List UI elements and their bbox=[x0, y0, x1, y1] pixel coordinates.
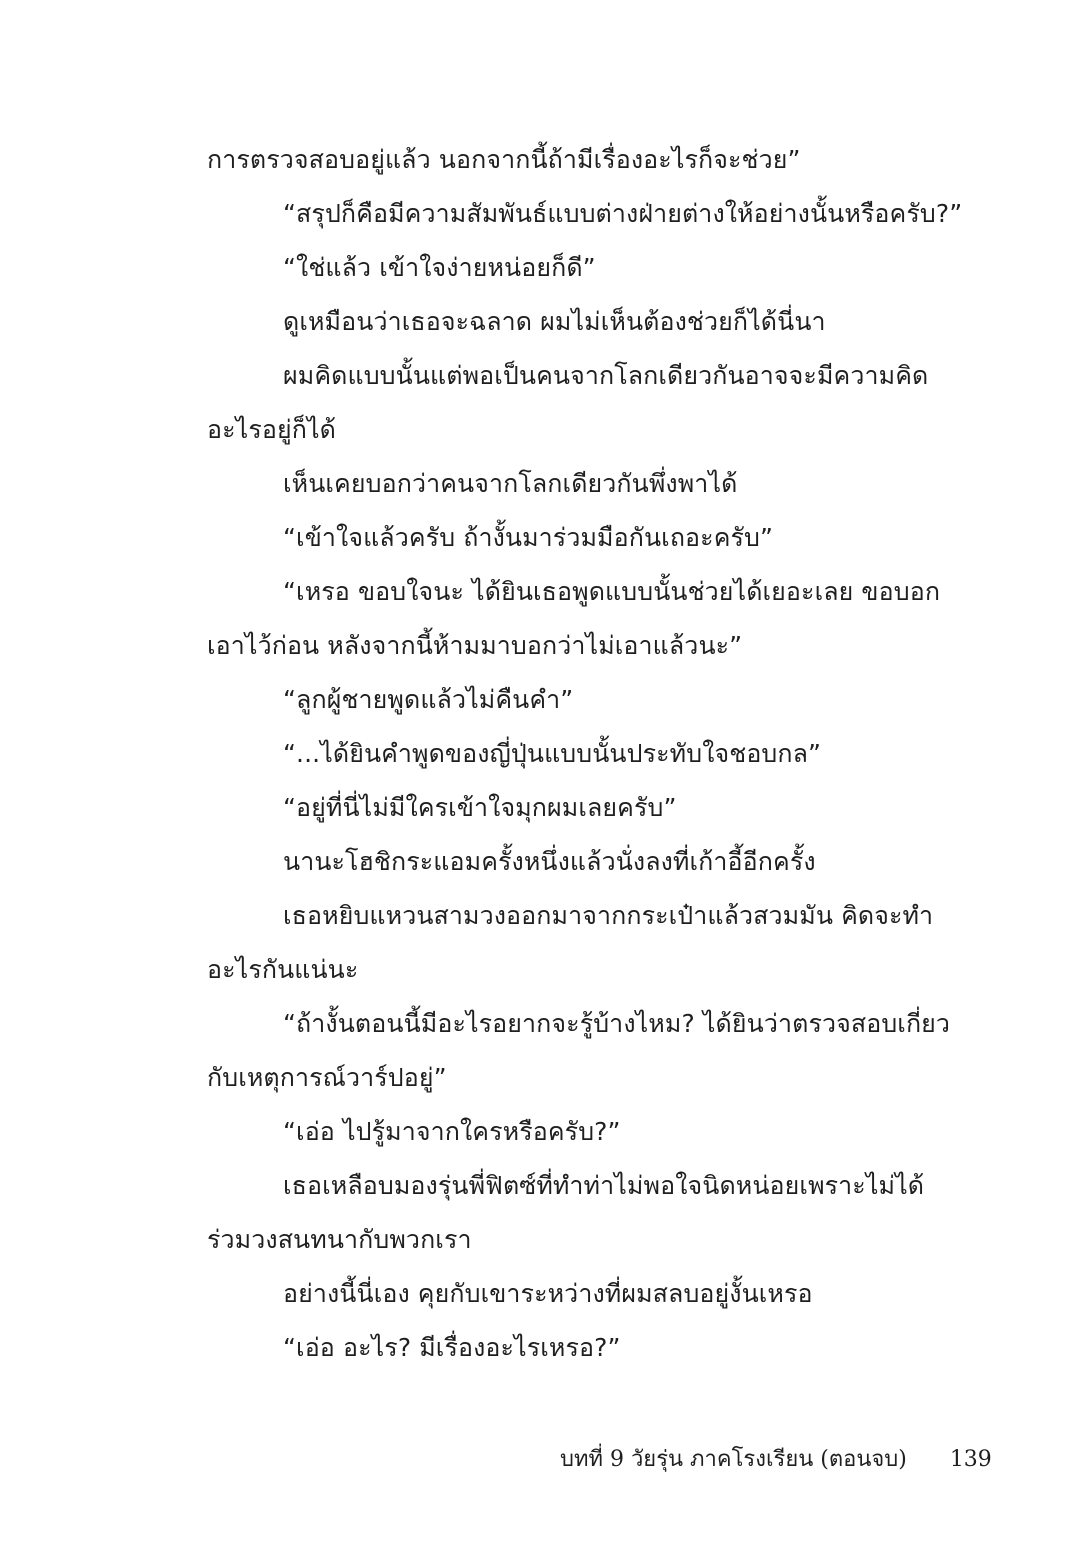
text-line-10: เอาไว้ก่อน หลังจากนี้ห้ามมาบอกว่าไม่เอาแล้วนะ” bbox=[207, 631, 743, 660]
text-line-12: “...ได้ยินคำพูดของญี่ปุ่นแบบนั้นประทับใจชอบกล” bbox=[283, 739, 822, 768]
text-line-14: นานะโฮชิกระแอมครั้งหนึ่งแล้วนั่งลงที่เก้าอี้อีกครั้ง bbox=[283, 847, 816, 876]
text-line-7: เห็นเคยบอกว่าคนจากโลกเดียวกันพึ่งพาได้ bbox=[283, 469, 738, 498]
text-line-18: กับเหตุการณ์วาร์ปอยู่” bbox=[207, 1063, 447, 1092]
text-line-16: อะไรกันแน่นะ bbox=[207, 955, 359, 984]
text-line-19: “เอ่อ ไปรู้มาจากใครหรือครับ?” bbox=[283, 1117, 621, 1146]
chapter-title: บทที่ 9 วัยรุ่น ภาคโรงเรียน (ตอนจบ) bbox=[560, 1447, 907, 1472]
page-footer bbox=[560, 1440, 992, 1480]
text-line-13: “อยู่ที่นี่ไม่มีใครเข้าใจมุกผมเลยครับ” bbox=[283, 793, 677, 822]
text-line-17: “ถ้างั้นตอนนี้มีอะไรอยากจะรู้บ้างไหม? ได้ยินว่าตรวจสอบเกี่ยว bbox=[283, 1009, 951, 1038]
text-line-1: การตรวจสอบอยู่แล้ว นอกจากนี้ถ้ามีเรื่องอะไรก็จะช่วย” bbox=[207, 145, 801, 174]
text-line-9: “เหรอ ขอบใจนะ ได้ยินเธอพูดแบบนั้นช่วยได้เยอะเลย ขอบอก bbox=[283, 577, 941, 606]
text-line-22: อย่างนี้นี่เอง คุยกับเขาระหว่างที่ผมสลบอยู่งั้นเหรอ bbox=[283, 1279, 813, 1308]
page-number: 139 bbox=[949, 1447, 992, 1472]
text-line-23: “เอ่อ อะไร? มีเรื่องอะไรเหรอ?” bbox=[283, 1333, 621, 1362]
text-line-5: ผมคิดแบบนั้นแต่พอเป็นคนจากโลกเดียวกันอาจจะมีความคิด bbox=[283, 361, 929, 390]
text-line-20: เธอเหลือบมองรุ่นพี่ฟิตซ์ที่ทำท่าไม่พอใจนิดหน่อยเพราะไม่ได้ bbox=[283, 1171, 925, 1200]
text-line-2: “สรุปก็คือมีความสัมพันธ์แบบต่างฝ่ายต่างให้อย่างนั้นหรือครับ?” bbox=[283, 199, 963, 228]
text-line-4: ดูเหมือนว่าเธอจะฉลาด ผมไม่เห็นต้องช่วยก็ได้นี่นา bbox=[283, 307, 826, 336]
text-line-8: “เข้าใจแล้วครับ ถ้างั้นมาร่วมมือกันเถอะครับ” bbox=[283, 523, 774, 552]
body-text bbox=[207, 133, 963, 1375]
text-line-21: ร่วมวงสนทนากับพวกเรา bbox=[207, 1225, 472, 1254]
text-line-15: เธอหยิบแหวนสามวงออกมาจากกระเป๋าแล้วสวมมัน คิดจะทำ bbox=[283, 901, 934, 930]
text-line-11: “ลูกผู้ชายพูดแล้วไม่คืนคำ” bbox=[283, 685, 574, 714]
text-line-6: อะไรอยู่ก็ได้ bbox=[207, 415, 336, 444]
text-line-3: “ใช่แล้ว เข้าใจง่ายหน่อยก็ดี” bbox=[283, 253, 596, 282]
